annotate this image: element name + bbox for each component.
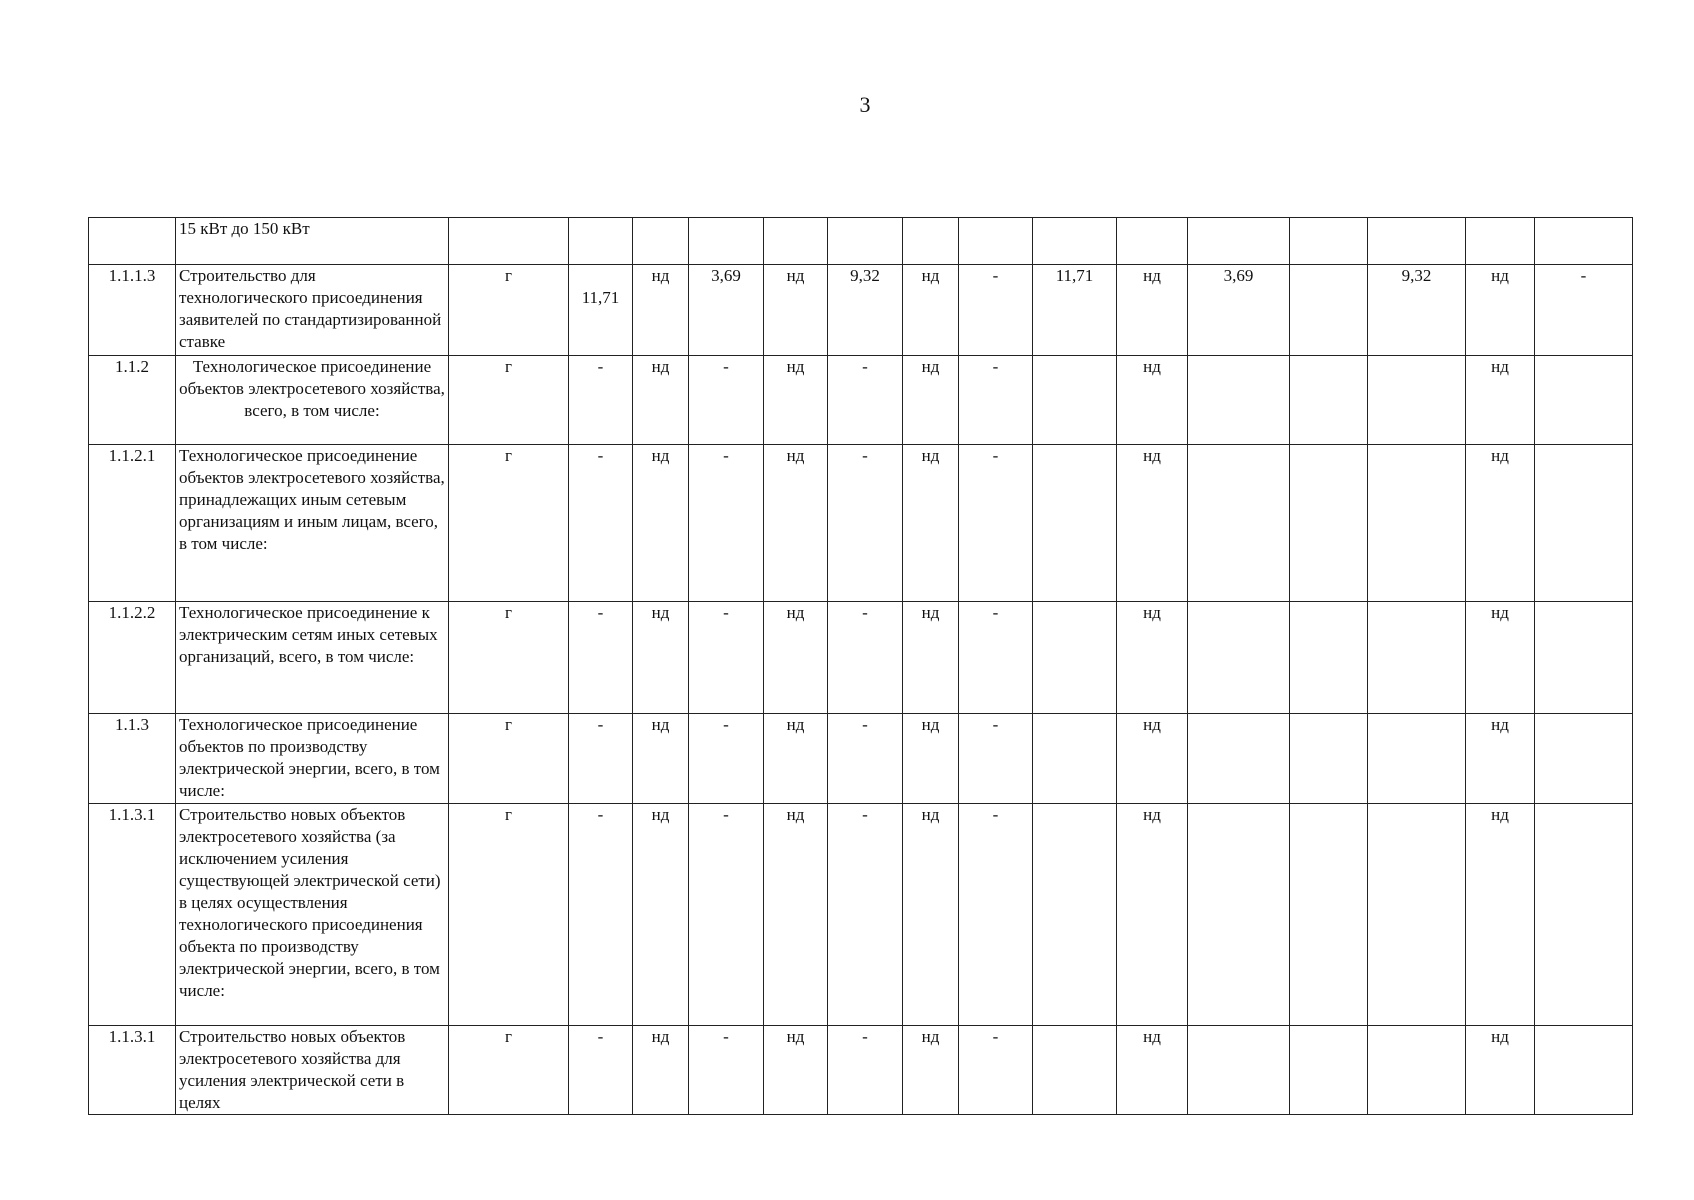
value-cell: нд (764, 714, 828, 804)
table-row (89, 804, 1633, 1026)
row-number (89, 218, 176, 265)
value-cell: нд (903, 356, 959, 445)
value-cell: - (569, 602, 633, 714)
value-cell (1188, 602, 1290, 714)
value-cell (1290, 218, 1368, 265)
value-cell (1535, 445, 1633, 602)
value-cell (1188, 445, 1290, 602)
value-cell: 9,32 (1368, 265, 1466, 356)
value-cell (1117, 218, 1188, 265)
value-cell (1188, 1026, 1290, 1115)
value-cell: нд (633, 602, 689, 714)
data-table (88, 217, 1633, 1115)
value-cell: - (569, 356, 633, 445)
value-cell (569, 218, 633, 265)
value-cell: 9,32 (828, 265, 903, 356)
row-number: 1.1.1.3 (89, 265, 176, 356)
row-unit: г (449, 714, 569, 804)
value-cell: нд (1466, 265, 1535, 356)
value-cell (1290, 1026, 1368, 1115)
value-cell: 11,71 (569, 265, 633, 356)
table-row (89, 218, 1633, 265)
value-cell: 3,69 (689, 265, 764, 356)
row-name: Строительство новых объектов электросетевого хозяйства для усиления электрической сети в целях (176, 1026, 449, 1115)
value-cell: нд (1466, 356, 1535, 445)
value-cell: - (959, 602, 1033, 714)
row-number: 1.1.3.1 (89, 1026, 176, 1115)
value-cell: нд (903, 265, 959, 356)
value-cell (1535, 1026, 1633, 1115)
value-cell: нд (633, 1026, 689, 1115)
row-name: Технологическое присоединение объектов по производству электрической энергии, всего, в том числе: (176, 714, 449, 804)
value-cell: нд (633, 804, 689, 1026)
value-cell: - (959, 714, 1033, 804)
value-cell (828, 218, 903, 265)
value-cell: нд (1117, 804, 1188, 1026)
value-cell (1033, 1026, 1117, 1115)
value-cell: - (828, 602, 903, 714)
value-cell (1535, 804, 1633, 1026)
value-cell (1188, 218, 1290, 265)
table-row (89, 265, 1633, 356)
row-unit: г (449, 356, 569, 445)
row-number: 1.1.3.1 (89, 804, 176, 1026)
value-cell: - (569, 804, 633, 1026)
value-cell: - (959, 356, 1033, 445)
row-unit: г (449, 445, 569, 602)
value-cell (1033, 445, 1117, 602)
value-cell: нд (903, 602, 959, 714)
table-row (89, 445, 1633, 602)
value-cell (633, 218, 689, 265)
value-cell: нд (1466, 804, 1535, 1026)
row-name: 15 кВт до 150 кВт (176, 218, 449, 265)
value-cell: нд (1117, 1026, 1188, 1115)
value-cell (1033, 602, 1117, 714)
value-cell: нд (1466, 714, 1535, 804)
value-cell (1368, 218, 1466, 265)
value-cell (1290, 804, 1368, 1026)
value-cell: - (689, 445, 764, 602)
value-cell: - (828, 356, 903, 445)
row-number: 1.1.2.2 (89, 602, 176, 714)
page-number: 3 (859, 92, 871, 117)
value-cell (959, 218, 1033, 265)
value-cell: нд (903, 714, 959, 804)
value-cell: - (569, 1026, 633, 1115)
value-cell (1535, 714, 1633, 804)
row-name: Технологическое присоединение к электрическим сетям иных сетевых организаций, всего, в том числе: (176, 602, 449, 714)
value-cell: нд (1117, 356, 1188, 445)
value-cell: нд (1117, 265, 1188, 356)
value-cell (1033, 356, 1117, 445)
value-cell: - (1535, 265, 1633, 356)
row-unit: г (449, 1026, 569, 1115)
value-cell: - (959, 804, 1033, 1026)
table-row (89, 714, 1633, 804)
value-cell: нд (633, 356, 689, 445)
value-cell: нд (764, 265, 828, 356)
row-unit: г (449, 265, 569, 356)
value-cell: - (959, 265, 1033, 356)
value-cell: нд (633, 714, 689, 804)
value-cell: нд (1466, 1026, 1535, 1115)
value-cell (1290, 714, 1368, 804)
value-cell (764, 218, 828, 265)
value-cell (1290, 265, 1368, 356)
value-cell: - (828, 1026, 903, 1115)
value-cell (1535, 356, 1633, 445)
value-cell: - (689, 1026, 764, 1115)
value-cell: - (959, 1026, 1033, 1115)
table-row (89, 356, 1633, 445)
row-unit: г (449, 804, 569, 1026)
value-cell (689, 218, 764, 265)
value-cell: - (689, 804, 764, 1026)
value-cell (1466, 218, 1535, 265)
value-cell (1290, 356, 1368, 445)
value-cell (1188, 356, 1290, 445)
value-cell (1290, 445, 1368, 602)
value-cell: 3,69 (1188, 265, 1290, 356)
value-cell (1368, 1026, 1466, 1115)
row-name: Строительство для технологического присоединения заявителей по стандартизированной ставке (176, 265, 449, 356)
table-row (89, 602, 1633, 714)
value-cell: - (828, 804, 903, 1026)
row-number: 1.1.2 (89, 356, 176, 445)
row-unit: г (449, 602, 569, 714)
row-name: Технологическое присоединение объектов электросетевого хозяйства, принадлежащих иным сетевым организациям и иным лицам, всего, в том числе: (176, 445, 449, 602)
value-cell: 11,71 (1033, 265, 1117, 356)
value-cell (1535, 218, 1633, 265)
row-number: 1.1.3 (89, 714, 176, 804)
value-cell (1368, 804, 1466, 1026)
value-cell: нд (903, 445, 959, 602)
value-cell: нд (1466, 445, 1535, 602)
value-cell (1033, 714, 1117, 804)
value-cell: - (569, 445, 633, 602)
value-cell (903, 218, 959, 265)
value-cell: - (569, 714, 633, 804)
value-cell (1033, 804, 1117, 1026)
value-cell: нд (764, 1026, 828, 1115)
value-cell: - (689, 714, 764, 804)
value-cell (1188, 804, 1290, 1026)
value-cell: - (828, 714, 903, 804)
value-cell: нд (903, 804, 959, 1026)
value-cell (1290, 602, 1368, 714)
value-cell: - (689, 602, 764, 714)
value-cell: нд (903, 1026, 959, 1115)
value-cell (1535, 602, 1633, 714)
value-cell: нд (764, 445, 828, 602)
value-cell: нд (1466, 602, 1535, 714)
row-unit (449, 218, 569, 265)
value-cell: - (689, 356, 764, 445)
value-cell: - (959, 445, 1033, 602)
value-cell (1033, 218, 1117, 265)
row-name: Строительство новых объектов электросетевого хозяйства (за исключением усиления существующей электрической сети) в целях осуществления технологического присоединения объекта по производству электрической энергии, всего, в том числе: (176, 804, 449, 1026)
value-cell (1368, 602, 1466, 714)
value-cell (1368, 714, 1466, 804)
value-cell: нд (764, 804, 828, 1026)
value-cell: нд (633, 445, 689, 602)
value-cell: нд (1117, 602, 1188, 714)
value-cell: нд (1117, 714, 1188, 804)
table-row (89, 1026, 1633, 1115)
value-cell: нд (1117, 445, 1188, 602)
value-cell (1368, 356, 1466, 445)
value-cell: нд (633, 265, 689, 356)
value-cell: нд (764, 602, 828, 714)
value-cell (1188, 714, 1290, 804)
row-number: 1.1.2.1 (89, 445, 176, 602)
value-cell: нд (764, 356, 828, 445)
value-cell: - (828, 445, 903, 602)
value-cell (1368, 445, 1466, 602)
row-name: Технологическое присоединение объектов электросетевого хозяйства, всего, в том числе: (176, 356, 449, 445)
